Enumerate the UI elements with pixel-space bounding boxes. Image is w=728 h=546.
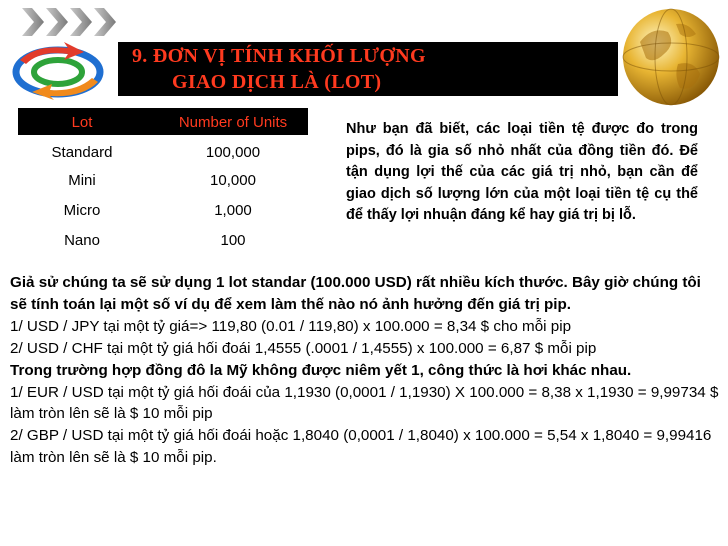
table-cell-units: 1,000 [214, 202, 252, 219]
header-lot: Lot [71, 114, 93, 131]
paragraph: 1/ EUR / USD tại một tỷ giá hối đoái của 1,1930 (0,0001 / 1,1930) X 100.000 = 8,38 x 1,1930 = 9,99734 $ làm tròn lên sẽ là $ 10 mỗi pip [10, 383, 719, 423]
paragraph: 2/ USD / CHF tại một tỷ giá hối đoái 1,4555 (.0001 / 1,4555) x 100.000 = 6,87 $ mỗi pip [10, 339, 597, 357]
table-cell-lot: Micro [63, 202, 101, 219]
chevron-arrows-icon [22, 8, 132, 36]
table-cell-lot: Standard [51, 144, 113, 161]
example-section [10, 272, 722, 469]
paragraph: 2/ GBP / USD tại một tỷ giá hối đoái hoặc 1,8040 (0,0001 / 1,8040) x 100.000 = 5,54 x 1,8040 = 9,99416 làm tròn lên sẽ là $ 10 mỗi pip. [10, 427, 712, 467]
table-cell-units: 100 [220, 232, 246, 249]
cycle-logo-icon [6, 42, 114, 100]
intro-paragraph: Như bạn đã biết, các loại tiền tệ được đo trong pips, đó là gia số nhỏ nhất của đồng tiền đó. Để tận dụng lợi thế của các giá trị nhỏ, bạn cần để giao dịch số lượng lớn của một loại tiền tệ cụ thể để thấy lợi nhuận đáng kể hay giá trị bị lỗ. [346, 121, 698, 224]
golden-globe-icon [618, 4, 724, 110]
page-title-line-2: GIAO DỊCH LÀ (LOT) [172, 71, 382, 93]
page-title-line-1: 9. ĐƠN VỊ TÍNH KHỐI LƯỢNG [132, 45, 426, 67]
paragraph: 1/ USD / JPY tại một tỷ giá=> 119,80 (0.01 / 119,80) x 100.000 = 8,34 $ cho mỗi pip [10, 317, 572, 335]
table-cell-lot: Mini [68, 172, 96, 189]
paragraph: Giả sử chúng ta sẽ sử dụng 1 lot standar (100.000 USD) rất nhiều kích thước. Bây giờ chúng tôi sẽ tính toán lại một số ví dụ để xem làm thế nào nó ảnh hưởng đến giá trị pip. [10, 274, 701, 313]
header-number-of-units: Number of Units [178, 114, 288, 131]
table-cell-units: 10,000 [210, 172, 256, 189]
table-cell-lot: Nano [64, 232, 100, 249]
paragraph: Trong trường hợp đồng đô la Mỹ không được niêm yết 1, công thức là hơi khác nhau. [10, 361, 632, 379]
table-cell-units: 100,000 [205, 144, 261, 161]
